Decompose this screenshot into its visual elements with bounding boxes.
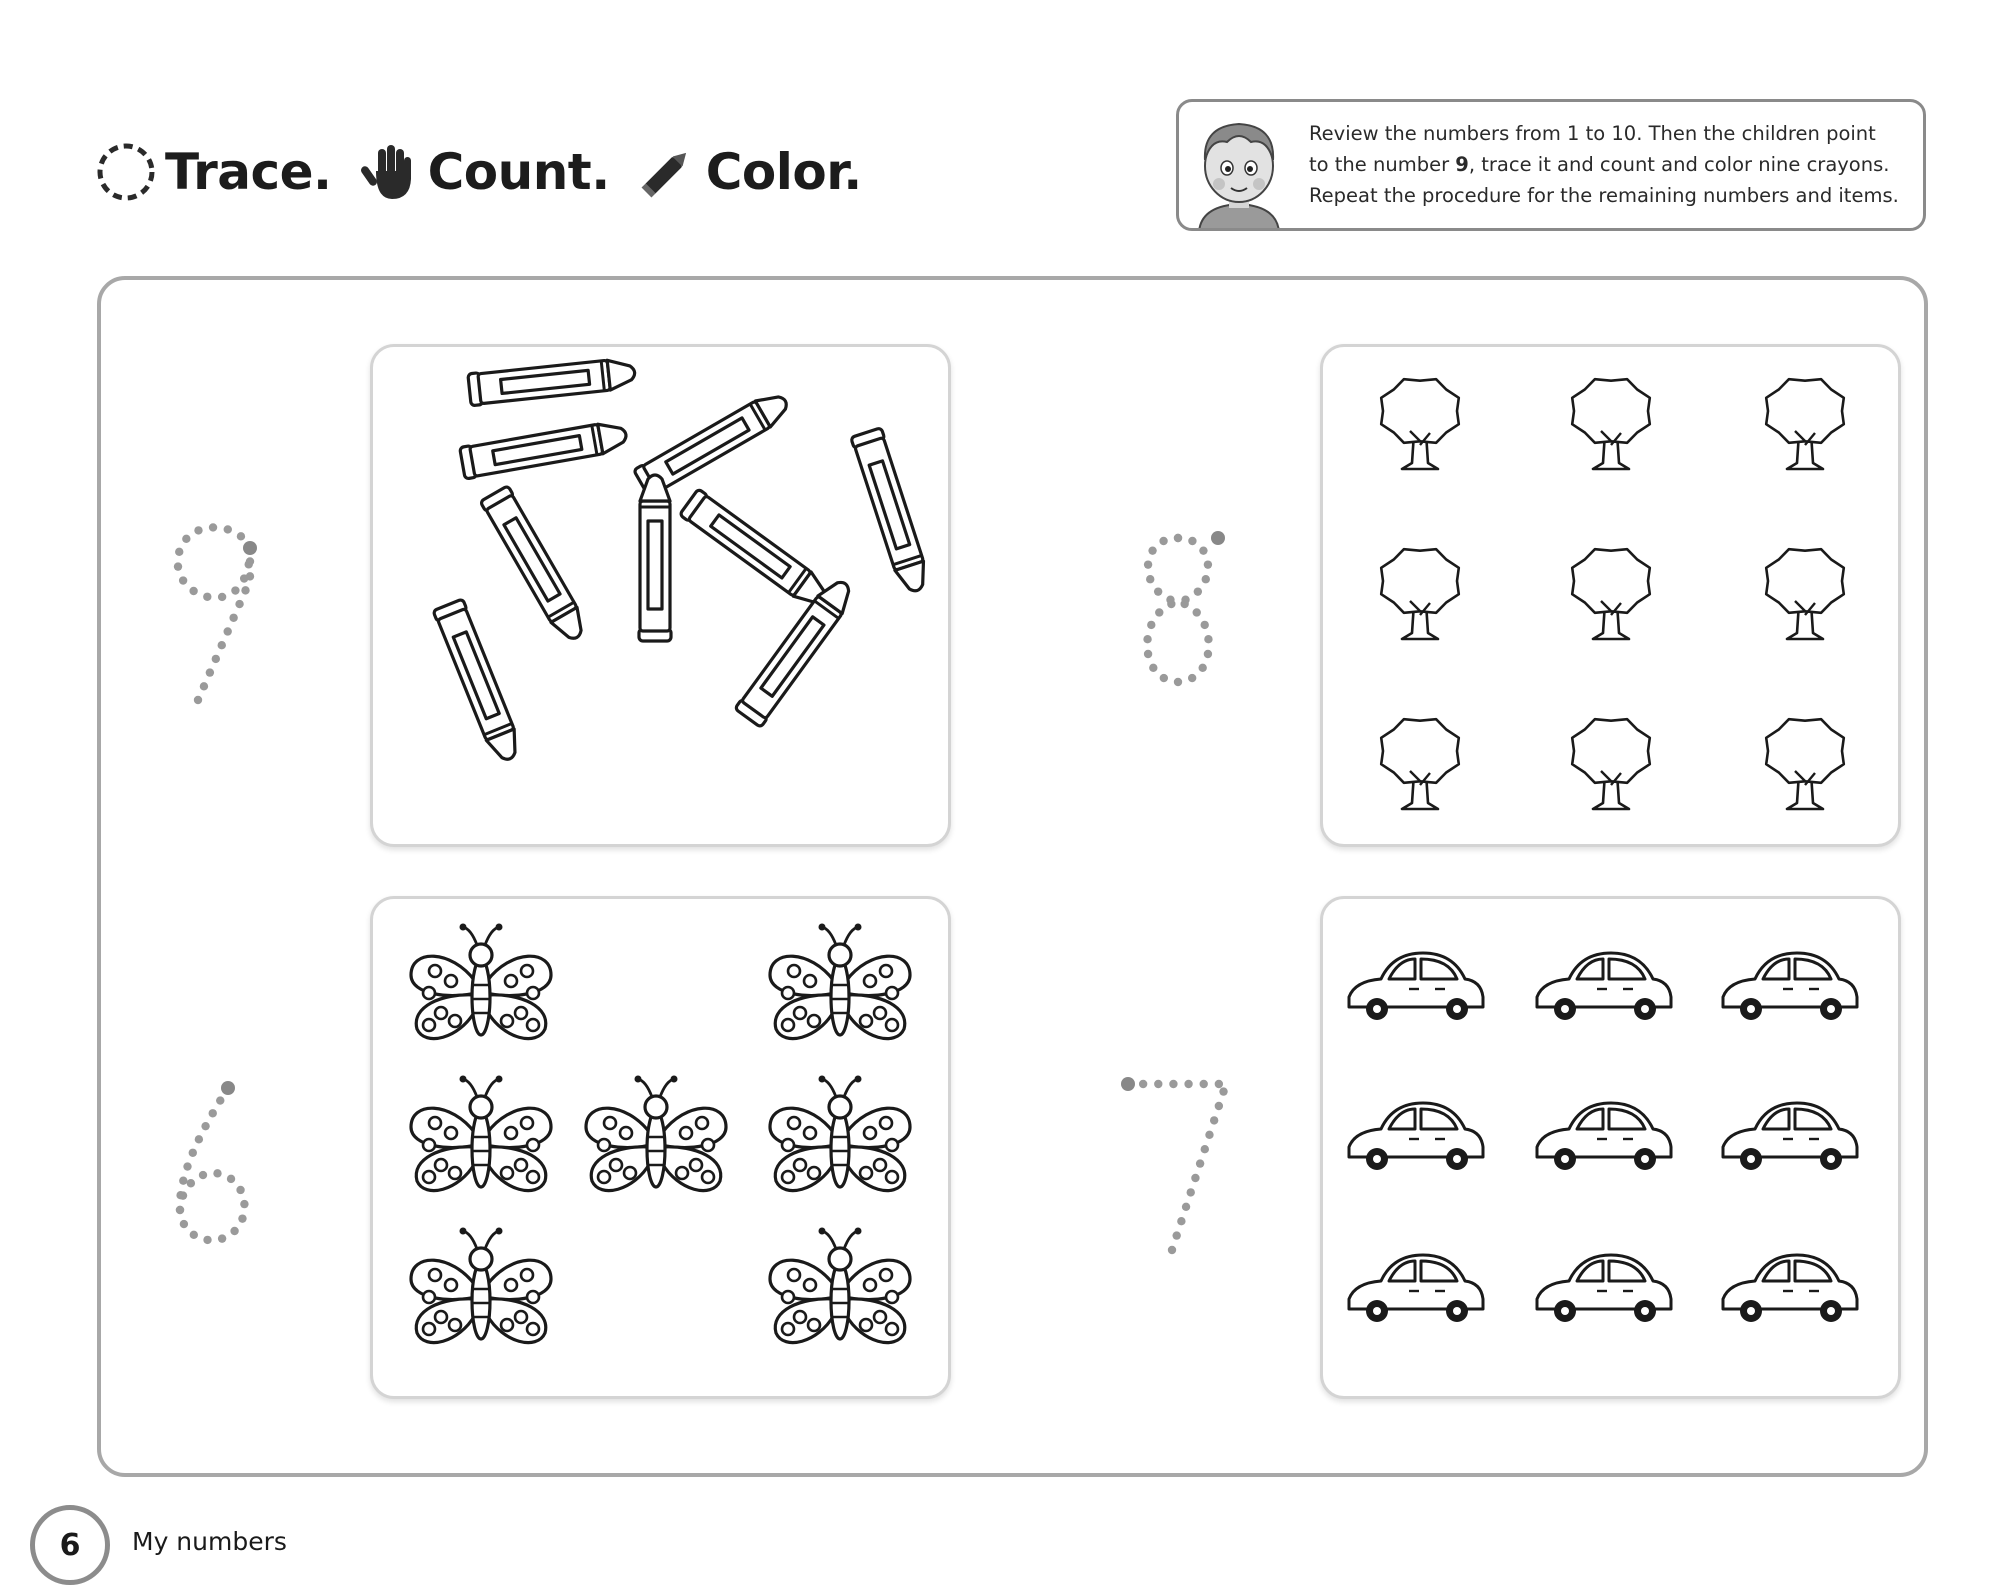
trace-dot [1155,608,1163,616]
trace-dot [241,586,249,594]
butterfly-icon[interactable] [411,1076,551,1191]
trace-dot [246,572,254,580]
trace-dot [1215,1102,1223,1110]
trace-dot [1191,1174,1199,1182]
trace-dot [224,525,232,533]
trace-dot [1193,608,1201,616]
tree-icon[interactable] [1381,549,1459,639]
crayons-picture[interactable] [373,347,948,844]
car-icon[interactable] [1723,1255,1857,1322]
trace-dot [1149,664,1157,672]
trace-dot [1143,635,1151,643]
trace-dot [246,557,254,565]
trace-digit-6[interactable] [138,1060,278,1270]
trace-dot [1139,1080,1147,1088]
trace-dot [1194,587,1202,595]
trace-dot [190,1231,198,1239]
trace-dot [229,614,237,622]
teacher-note-line-2-post: , trace it and count and color nine crayons. [1468,153,1890,176]
trace-dot [201,1122,209,1130]
trace-dot [238,1214,246,1222]
page-number-badge [30,1505,110,1585]
trace-dot [209,523,217,531]
teacher-note-text [1309,118,1919,211]
trace-dot [236,1186,244,1194]
trace-dot [237,532,245,540]
car-icon[interactable] [1349,1103,1483,1170]
trace-dot [182,535,190,543]
trace-dot [174,562,182,570]
trace-dot [1167,600,1175,608]
trace-dot [1215,1080,1223,1088]
trace-dot [203,593,211,601]
trace-dot [1168,1246,1176,1254]
trace-start-dot [1211,531,1225,545]
trace-dot [231,586,239,594]
cars-picture[interactable] [1323,899,1898,1396]
section-title: My numbers [132,1527,287,1556]
trace-dot [200,682,208,690]
trace-dot [189,1149,197,1157]
teacher-note-number: 9 [1455,153,1469,176]
trace-dot [1199,546,1207,554]
trace-dot [1196,1159,1204,1167]
trace-digit-9[interactable] [138,510,278,720]
trace-dot [194,526,202,534]
butterfly-icon[interactable] [586,1076,726,1191]
trace-dot [1146,575,1154,583]
color-instruction [636,141,862,203]
trace-dot [218,593,226,601]
dashed-circle-icon [95,141,157,203]
trace-dot [175,548,183,556]
trace-dot [230,1227,238,1235]
trace-label: Trace. [165,143,332,201]
tree-icon[interactable] [1572,719,1650,809]
butterfly-icon[interactable] [770,1076,910,1191]
trace-dot [187,1179,195,1187]
page-number: 6 [59,1527,81,1563]
butterfly-icon[interactable] [770,924,910,1039]
trace-dot [206,668,214,676]
trace-dot [216,1096,224,1104]
trace-dot [1144,650,1152,658]
car-icon[interactable] [1537,953,1671,1020]
trace-dot [227,1175,235,1183]
trace-dot [180,1220,188,1228]
crayon-icon[interactable] [460,419,629,479]
tree-icon[interactable] [1572,379,1650,469]
trace-dot [1169,1080,1177,1088]
trace-dot [218,1234,226,1242]
crayon-icon[interactable] [639,475,671,641]
crayons-panel [370,344,951,847]
trace-dot [1204,650,1212,658]
trace-dot [209,1109,217,1117]
trace-dot [1147,621,1155,629]
teacher-note-line-2 [1309,149,1919,180]
trace-dot [1200,1080,1208,1088]
crayon-icon[interactable] [851,428,933,596]
trace-dot [1154,587,1162,595]
trace-instruction [95,141,332,203]
crayon-icon[interactable] [680,489,833,612]
trace-dot [194,696,202,704]
cars-panel [1320,896,1901,1399]
trace-dot [1182,1203,1190,1211]
trace-dot [199,1171,207,1179]
crayon-icon[interactable] [468,357,636,406]
trace-dot [212,655,220,663]
crayon-icon [636,141,698,203]
tree-icon[interactable] [1766,549,1844,639]
trace-dot [1201,1145,1209,1153]
trace-dot [179,1176,187,1184]
trace-dot [235,600,243,608]
trace-dot [1181,596,1189,604]
trace-dot [189,587,197,595]
trace-dot [1177,1217,1185,1225]
hand-icon [358,141,420,203]
trace-dot [1204,635,1212,643]
trace-dot [1160,674,1168,682]
car-icon[interactable] [1537,1255,1671,1322]
color-label: Color. [705,143,862,201]
trace-dot [1204,560,1212,568]
trace-dot [1174,534,1182,542]
trace-dot [1210,1116,1218,1124]
trace-dot [1187,1188,1195,1196]
trace-start-dot [243,541,257,555]
butterfly-icon[interactable] [411,1228,551,1343]
trace-dot [1144,560,1152,568]
trace-dot [179,1191,187,1199]
tree-icon[interactable] [1572,549,1650,639]
trace-dot [223,627,231,635]
teacher-note-line-2-pre: to the number [1309,153,1456,176]
trace-dot [1154,1080,1162,1088]
teacher-note-line-1: Review the numbers from 1 to 10. Then the children point [1309,122,1876,145]
trace-dot [1174,678,1182,686]
trace-digit-8[interactable] [1108,510,1248,720]
trace-dot [176,1206,184,1214]
teacher-avatar-icon [1189,108,1289,231]
trees-picture[interactable] [1323,347,1898,844]
tree-icon[interactable] [1766,379,1844,469]
car-icon[interactable] [1537,1103,1671,1170]
crayon-icon[interactable] [480,486,591,646]
trace-dot [1172,1231,1180,1239]
trace-start-dot [1121,1077,1135,1091]
trace-dot [1219,1087,1227,1095]
trees-panel [1320,344,1901,847]
car-icon[interactable] [1349,1255,1483,1322]
trace-dot [1188,674,1196,682]
tree-icon[interactable] [1381,379,1459,469]
butterflies-panel [370,896,951,1399]
trace-dot [1159,537,1167,545]
car-icon[interactable] [1723,953,1857,1020]
tree-icon[interactable] [1766,719,1844,809]
car-icon[interactable] [1723,1103,1857,1170]
trace-dot [1205,1131,1213,1139]
crayon-icon[interactable] [433,599,525,765]
tree-icon[interactable] [1381,719,1459,809]
car-icon[interactable] [1349,953,1483,1020]
trace-dot [195,1135,203,1143]
trace-dot [1201,621,1209,629]
trace-digit-7[interactable] [1108,1060,1248,1270]
count-instruction [358,141,610,203]
trace-dot [179,576,187,584]
instruction-header [95,132,888,212]
trace-dot [1188,537,1196,545]
trace-dot [240,1200,248,1208]
butterfly-icon[interactable] [411,924,551,1039]
teacher-note-box [1176,99,1926,231]
trace-dot [1198,664,1206,672]
butterfly-icon[interactable] [770,1228,910,1343]
trace-dot [203,1236,211,1244]
trace-dot [1148,546,1156,554]
trace-dot [1202,575,1210,583]
trace-dot [1184,1080,1192,1088]
trace-dot [218,641,226,649]
teacher-note-line-3: Repeat the procedure for the remaining numbers and items. [1309,184,1899,207]
trace-dot [213,1169,221,1177]
trace-start-dot [221,1081,235,1095]
count-label: Count. [427,143,610,201]
trace-dot [183,1162,191,1170]
butterflies-picture[interactable] [373,899,948,1396]
